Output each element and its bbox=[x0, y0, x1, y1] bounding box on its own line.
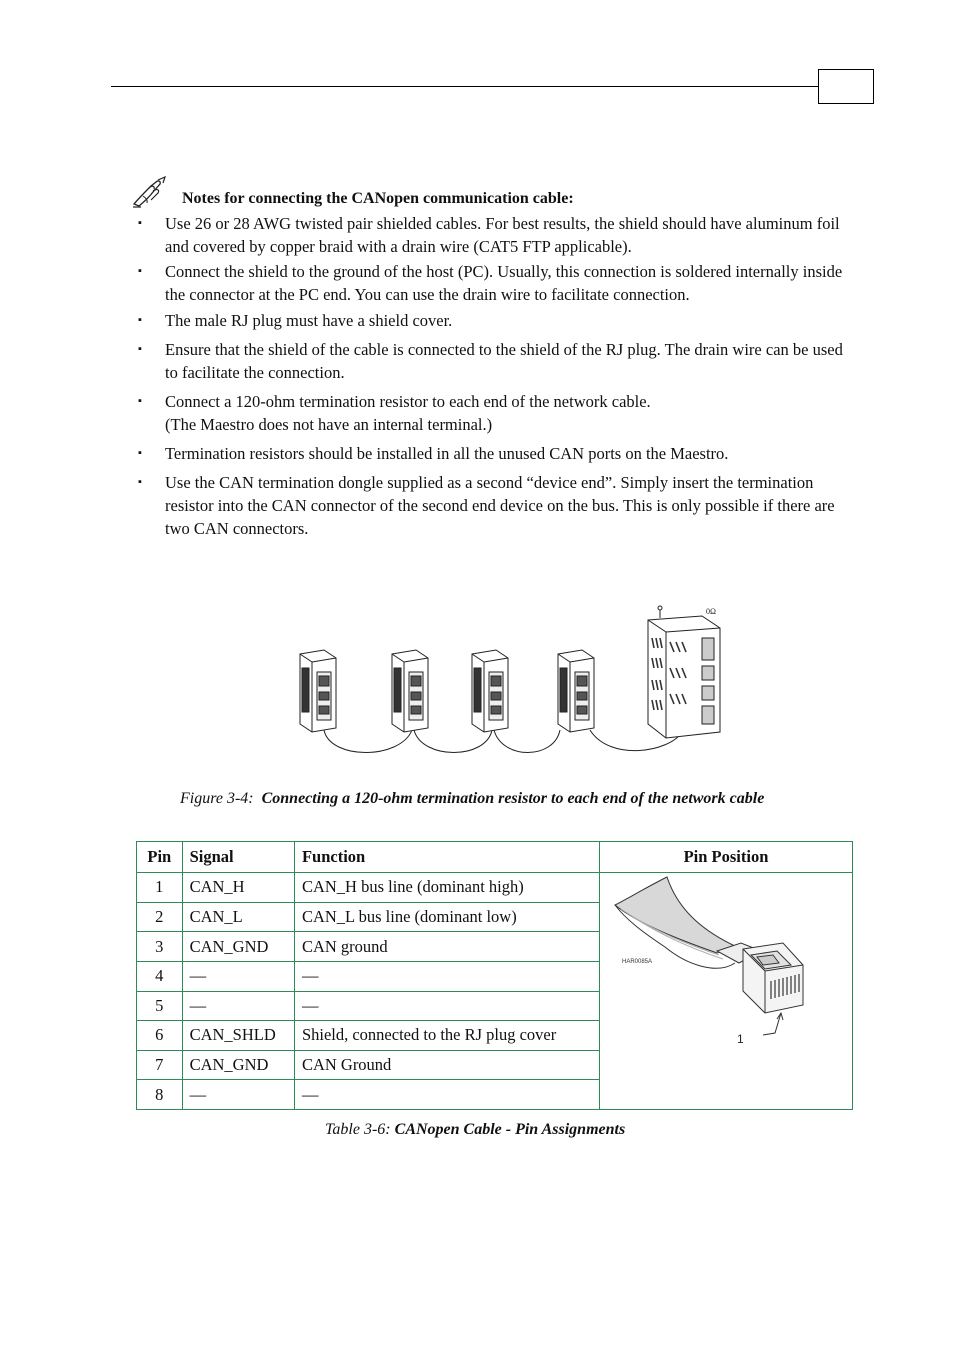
resistor-label: 0Ω bbox=[706, 607, 716, 616]
notes-list bbox=[136, 212, 856, 540]
servo-drive-1 bbox=[300, 650, 336, 732]
rj-plug-illustration bbox=[607, 873, 845, 1109]
list-item: ▪ Connect a 120-ohm termination resistor to each end of the network cable. (The Maestro does not have an internal terminal.) bbox=[138, 392, 651, 434]
column-header-function: Function bbox=[294, 842, 599, 873]
table-row: 8 — — bbox=[137, 1080, 853, 1110]
bullet-square-icon: ▪ bbox=[138, 447, 142, 459]
plug-pin-1-label: 1 bbox=[736, 1032, 744, 1046]
table-row: 1 CAN_H CAN_H bus line (dominant high) HAR0085A 1 bbox=[137, 873, 853, 903]
column-header-pin-position: Pin Position bbox=[599, 842, 852, 873]
bullet-square-icon: ▪ bbox=[138, 217, 142, 229]
maestro-controller bbox=[648, 606, 720, 738]
column-header-pin: Pin bbox=[137, 842, 183, 873]
list-item: ▪ Ensure that the shield of the cable is connected to the shield of the RJ plug. The drain wire can be used to facilitate the connection. bbox=[138, 340, 843, 382]
table-row: 4 — — bbox=[137, 961, 853, 991]
table-row: 7 CAN_GND CAN Ground bbox=[137, 1050, 853, 1080]
pin-assignment-table bbox=[136, 841, 853, 1110]
bullet-square-icon: ▪ bbox=[138, 476, 142, 488]
network-cable-segment bbox=[324, 730, 412, 753]
bullet-square-icon: ▪ bbox=[138, 395, 142, 407]
list-item: ▪ Termination resistors should be installed in all the unused CAN ports on the Maestro. bbox=[138, 444, 729, 463]
bullet-square-icon: ▪ bbox=[138, 343, 142, 355]
list-item: ▪ The male RJ plug must have a shield cover. bbox=[138, 311, 453, 330]
plug-image-code: HAR0085A bbox=[621, 959, 652, 965]
table-row: 6 CAN_SHLD Shield, connected to the RJ plug cover bbox=[137, 1021, 853, 1051]
figure-caption: Figure 3-4: Connecting a 120-ohm termination resistor to each end of the network cable bbox=[180, 790, 765, 807]
table-header-row bbox=[137, 842, 853, 873]
notes-title: Notes for connecting the CANopen communication cable: bbox=[182, 190, 574, 207]
rj-plug-illustration-cell bbox=[599, 873, 852, 1110]
can-network-figure bbox=[290, 602, 730, 772]
network-cable-segment bbox=[494, 730, 560, 753]
bullet-square-icon: ▪ bbox=[138, 265, 142, 277]
page-number-box bbox=[818, 69, 874, 104]
table-row: 3 CAN_GND CAN ground bbox=[137, 932, 853, 962]
servo-drive-2 bbox=[392, 650, 428, 732]
list-item: ▪ Connect the shield to the ground of the host (PC). Usually, this connection is soldered internally inside the connector at the PC end. You can use the drain wire to facilitate connection. bbox=[138, 262, 843, 304]
bullet-square-icon: ▪ bbox=[138, 314, 142, 326]
list-item: ▪ Use the CAN termination dongle supplied as a second “device end”. Simply insert the termination resistor into the CAN connector of the second end device on the bus. This is only possible if there are two CAN connectors. bbox=[138, 473, 835, 538]
servo-drive-3 bbox=[472, 650, 508, 732]
list-item: ▪ Use 26 or 28 AWG twisted pair shielded cables. For best results, the shield should have aluminum foil and covered by copper braid with a drain wire (CAT5 FTP applicable). bbox=[138, 214, 840, 256]
table-caption: Table 3-6: CANopen Cable - Pin Assignments bbox=[325, 1121, 626, 1138]
writing-hand-icon bbox=[131, 176, 171, 210]
network-cable-segment bbox=[414, 730, 492, 753]
table-row: 5 — — bbox=[137, 991, 853, 1021]
column-header-signal: Signal bbox=[182, 842, 294, 873]
header-rule bbox=[111, 86, 818, 87]
table-row: 2 CAN_L CAN_L bus line (dominant low) bbox=[137, 902, 853, 932]
servo-drive-4 bbox=[558, 650, 594, 732]
